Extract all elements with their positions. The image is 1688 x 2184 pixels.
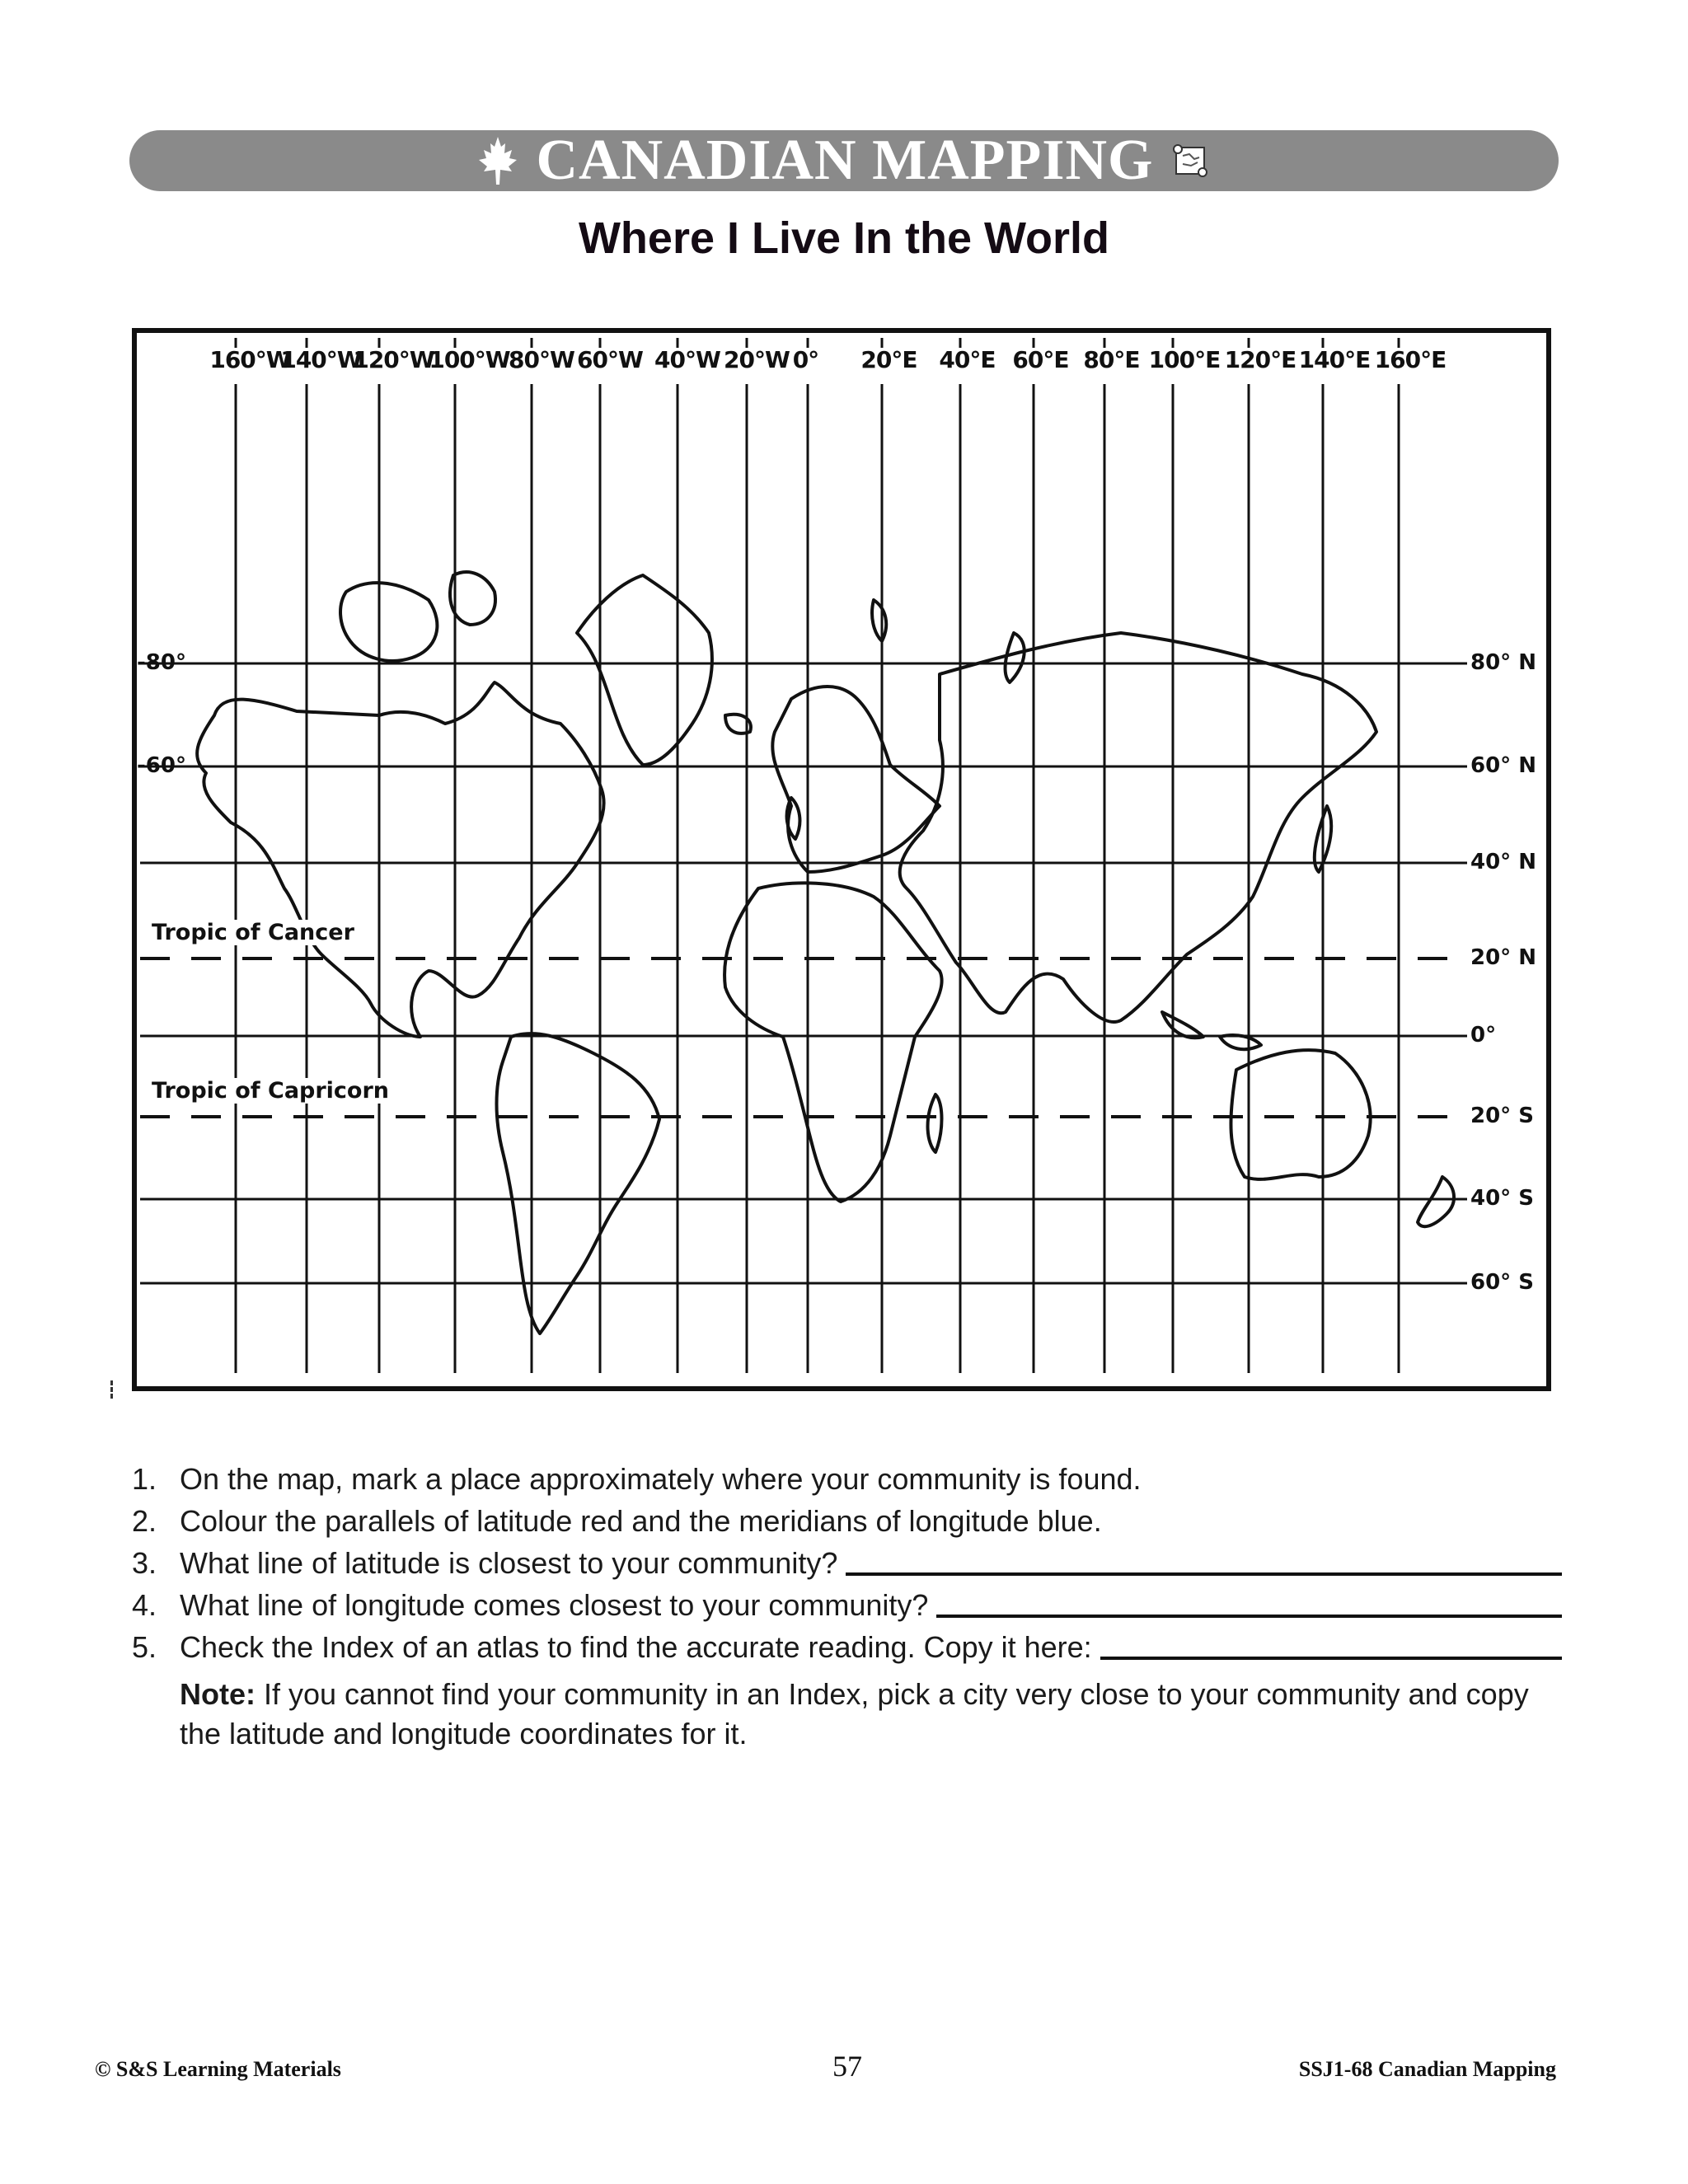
title-banner [129,130,1559,191]
world-map[interactable] [132,328,1551,1391]
scroll-map-icon [1171,141,1211,180]
meridian-label: 40°W [654,346,720,373]
meridian-label: 160°E [1374,346,1447,373]
question-text: On the map, mark a place approximately where your community is found. [180,1462,1142,1496]
scan-artifact-mark [110,1380,115,1399]
tropic-of-cancer-label: Tropic of Cancer [152,920,354,945]
parallel-label-left: -60° [137,753,186,778]
parallel-label: 60° N [1470,753,1536,778]
meridian-label: 0° [792,346,819,373]
question-text: What line of latitude is closest to your community? [180,1546,838,1580]
question-item [132,1581,1562,1623]
question-text: Colour the parallels of latitude red and the meridians of longitude blue. [180,1504,1102,1538]
answer-blank[interactable] [1100,1633,1562,1660]
meridian-label: 100°E [1148,346,1221,373]
meridian-label: 140°E [1298,346,1371,373]
parallel-label: 40° S [1470,1186,1534,1211]
meridian-label: 80°E [1083,346,1140,373]
note-label: Note: [180,1677,256,1711]
meridian-label: 20°E [860,346,917,373]
question-item [132,1623,1562,1665]
question-list [132,1455,1562,1754]
question-number: 1. [132,1462,157,1496]
question-text: Check the Index of an atlas to find the accurate reading. Copy it here: [180,1630,1092,1664]
question-item [132,1497,1562,1539]
meridian-label: 120°W [353,346,434,373]
meridian-label: 80°W [509,346,574,373]
banner-title: CANADIAN MAPPING [536,129,1154,192]
meridian-label: 60°W [577,346,643,373]
maple-leaf-icon [477,135,518,186]
tropic-of-capricorn-label: Tropic of Capricorn [152,1078,390,1104]
question-item [132,1539,1562,1581]
answer-blank[interactable] [936,1591,1562,1618]
answer-blank[interactable] [846,1549,1562,1576]
note-paragraph [180,1675,1562,1754]
parallel-label-left: -80° [137,650,186,675]
parallel-label: 20° N [1470,945,1536,970]
note-text: If you cannot find your community in an Index, pick a city very close to your community and copy the latitude and longitude coordinates for it. [180,1677,1529,1750]
page-number: 57 [832,2050,862,2083]
question-item [132,1455,1562,1497]
page-title: Where I Live In the World [578,213,1110,263]
question-number: 2. [132,1504,157,1538]
meridian-label: 160°W [209,346,291,373]
meridian-label: 140°W [280,346,362,373]
meridian-label: 120°E [1224,346,1296,373]
meridian-label: 100°W [429,346,510,373]
map-graphic [132,328,1551,1391]
question-number: 3. [132,1546,157,1580]
parallel-label: 80° N [1470,650,1536,675]
meridian-label: 60°E [1012,346,1069,373]
question-number: 5. [132,1630,157,1664]
book-code: SSJ1-68 Canadian Mapping [1298,2057,1556,2081]
parallel-label: 40° N [1470,850,1536,874]
meridian-label: 40°E [939,346,996,373]
copyright-text: © S&S Learning Materials [95,2057,341,2081]
map-frame [134,330,1549,1389]
question-number: 4. [132,1588,157,1622]
meridian-label: 20°W [724,346,790,373]
question-text: What line of longitude comes closest to your community? [180,1588,929,1622]
parallel-label: 60° S [1470,1270,1534,1295]
parallel-label: 0° [1470,1023,1497,1047]
parallel-label: 20° S [1470,1104,1534,1128]
